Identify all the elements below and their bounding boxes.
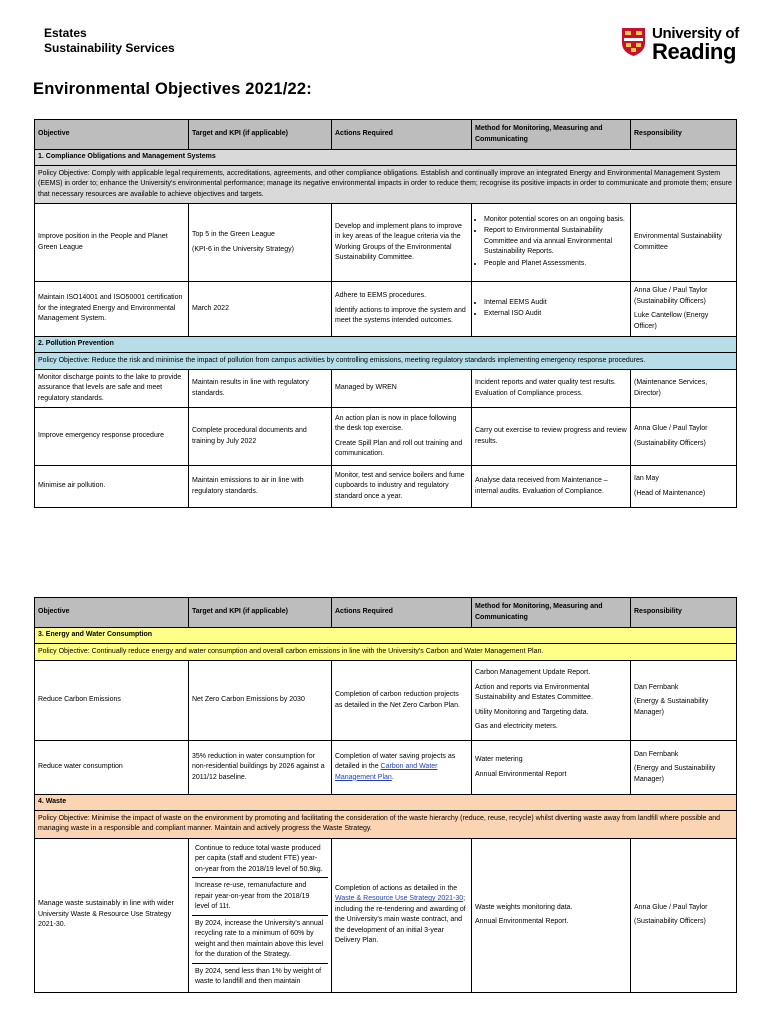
table-row — [35, 370, 737, 408]
actions-cell: Develop and implement plans to improve in key areas of the league criteria via the Working Groups of the Environmental Sustainability Committee. — [332, 204, 472, 282]
target-subcell: Continue to reduce total waste produced per capita (staff and student FTE) year-on-year from the 2018/19 level of 50.9kg. — [192, 841, 328, 879]
section-heading-row — [35, 795, 737, 811]
header-responsibility: Responsibility — [631, 120, 737, 150]
table-row — [35, 838, 737, 992]
actions-cell — [332, 282, 472, 337]
table-row — [35, 741, 737, 795]
monitoring-text: Annual Environmental Report — [475, 770, 567, 778]
policy-objective: Policy Objective: Continually reduce energy and water consumption and overall carbon emissions in line with the University's Carbon and Water Management Plan. — [35, 643, 737, 661]
action-text-end: . — [391, 773, 394, 781]
action-text: Adhere to EEMS procedures. — [335, 292, 427, 300]
responsibility-text: Anna Glue / Paul Taylor — [634, 425, 708, 432]
responsibility-cell — [631, 741, 737, 795]
action-text: Completion of actions as detailed in the — [335, 884, 458, 892]
monitoring-cell — [472, 741, 631, 795]
table-row — [35, 408, 737, 466]
target-cell: Maintain emissions to air in line with regulatory standards. — [189, 466, 332, 508]
objectives-table-1 — [34, 119, 737, 508]
target-subcell: By 2024, increase the University's annual recycling rate to a minimum of 60% by weight and then maintain above this level for the duration of the Strategy. — [192, 916, 328, 964]
department-header — [44, 26, 175, 56]
action-text: Completion of water saving projects as detailed in the — [335, 752, 456, 771]
department-name: Estates — [44, 26, 87, 40]
monitoring-text: Utility Monitoring and Targeting data. — [475, 708, 589, 716]
unit-name: Sustainability Services — [44, 41, 175, 55]
monitoring-text: Annual Environmental Report. — [475, 918, 569, 925]
responsibility-text: (Sustainability Officers) — [634, 918, 706, 925]
actions-cell: Monitor, test and service boilers and fume cupboards to industry and regulatory standard once a year. — [332, 466, 472, 508]
responsibility-cell: (Maintenance Services, Director) — [631, 370, 737, 408]
header-target: Target and KPI (if applicable) — [189, 598, 332, 628]
responsibility-text: (Sustainability Officers) — [634, 439, 706, 447]
objectives-table-2 — [34, 597, 737, 993]
monitoring-text: Water metering — [475, 756, 523, 763]
target-cell: Maintain results in line with regulatory standards. — [189, 370, 332, 408]
carbon-water-plan-link[interactable]: Carbon and Water Management Plan — [335, 763, 438, 781]
list-item: • Internal EEMS Audit — [484, 298, 627, 309]
list-item: • People and Planet Assessments. — [484, 259, 627, 270]
monitoring-text: Waste weights monitoring data. — [475, 903, 573, 911]
header-monitoring: Method for Monitoring, Measuring and Communicating — [472, 598, 631, 628]
header-actions: Actions Required — [332, 120, 472, 150]
table-header-row — [35, 598, 737, 628]
policy-objective: Policy Objective: Minimise the impact of waste on the environment by promoting and facilitating the consideration of the waste hierarchy (reduce, reuse, recycle) whilst diverting waste away from landfill where possible and managing waste in a responsible and compliant manner. Maintain and actively progress the Waste Strategy. — [35, 810, 737, 838]
university-logo — [622, 26, 742, 64]
objective-cell: Reduce water consumption — [35, 741, 189, 795]
target-cell: 35% reduction in water consumption for non-residential buildings by 2026 against a 2011/12 baseline. — [189, 741, 332, 795]
actions-cell — [332, 838, 472, 992]
header-objective: Objective — [35, 120, 189, 150]
policy-objective-row — [35, 643, 737, 661]
target-subcell: Increase re-use, remanufacture and repair year-on-year from the 2018/19 level of 11t. — [192, 878, 328, 916]
table-row — [35, 661, 737, 741]
policy-objective: Policy Objective: Comply with applicable legal requirements, accreditations, agreements, and other compliance obligations. Establish and continually improve an integrated Energy and Environmental Management System (EEMS) in order to; enhance the University's environmental performance; manage its negative environmental impacts in order to reduce them; recognise its positive impacts in order to communicate and promote them; ensure that necessary resources are available to achieve objectives and targets. — [35, 165, 737, 204]
target-cell — [189, 204, 332, 282]
logo-text-line2: Reading — [652, 39, 736, 64]
header-target: Target and KPI (if applicable) — [189, 120, 332, 150]
monitoring-cell: Analyse data received from Maintenance – internal audits. Evaluation of Compliance. — [472, 466, 631, 508]
table-header-row — [35, 120, 737, 150]
section-heading: 1. Compliance Obligations and Management Systems — [35, 150, 737, 166]
header-objective: Objective — [35, 598, 189, 628]
waste-strategy-link[interactable]: Waste & Resource Use Strategy 2021-30 — [335, 895, 464, 902]
table-row — [35, 466, 737, 508]
policy-objective-row — [35, 810, 737, 838]
objective-cell: Maintain ISO14001 and ISO50001 certification for the integrated Energy and Environmental Management System. — [35, 282, 189, 337]
actions-cell: Managed by WREN — [332, 370, 472, 408]
target-cell: March 2022 — [189, 282, 332, 337]
crest-icon — [622, 28, 645, 56]
table-row — [35, 204, 737, 282]
action-text-end: ; including the re-tendering and awarding of the University's main waste contract, and the development of an initial 3-year Delivery Plan. — [335, 895, 466, 944]
target-cell — [189, 838, 332, 992]
policy-objective-row — [35, 165, 737, 204]
objective-cell: Improve position in the People and Planet Green League — [35, 204, 189, 282]
responsibility-cell — [631, 838, 737, 992]
action-text: An action plan is now in place following the desk top exercise. — [335, 414, 457, 432]
target-text: (KPI-6 in the University Strategy) — [192, 245, 294, 253]
objective-cell: Improve emergency response procedure — [35, 408, 189, 466]
actions-cell — [332, 408, 472, 466]
monitoring-cell — [472, 838, 631, 992]
monitoring-text: Carbon Management Update Report. — [475, 669, 591, 677]
target-subcell: By 2024, send less than 1% by weight of waste to landfill and then maintain — [195, 967, 322, 985]
list-item: • Monitor potential scores on an ongoing basis. — [484, 215, 627, 226]
responsibility-text: Dan Fernbank — [634, 750, 679, 758]
responsibility-cell: Environmental Sustainability Committee — [631, 204, 737, 282]
section-heading-row — [35, 628, 737, 644]
header-monitoring: Method for Monitoring, Measuring and Communicating — [472, 120, 631, 150]
target-text: Top 5 in the Green League — [192, 231, 275, 238]
list-item: • External ISO Audit — [484, 309, 627, 320]
monitoring-list — [475, 215, 627, 270]
monitoring-cell — [472, 661, 631, 741]
header-actions: Actions Required — [332, 598, 472, 628]
responsibility-text: (Energy & Sustainability Manager) — [634, 698, 709, 716]
section-heading: 3. Energy and Water Consumption — [35, 628, 737, 644]
target-cell: Complete procedural documents and training by July 2022 — [189, 408, 332, 466]
responsibility-text: Dan Fernbank — [634, 683, 679, 691]
responsibility-text: Ian May — [634, 475, 659, 482]
table-row — [35, 282, 737, 337]
responsibility-text: Anna Glue / Paul Taylor (Sustainability Officers) — [634, 287, 708, 305]
page-title: Environmental Objectives 2021/22: — [33, 80, 312, 98]
actions-cell — [332, 741, 472, 795]
monitoring-cell — [472, 282, 631, 337]
responsibility-text: Anna Glue / Paul Taylor — [634, 903, 708, 911]
responsibility-cell — [631, 466, 737, 508]
action-text: Create Spill Plan and roll out training and communication. — [335, 439, 463, 457]
objective-cell: Monitor discharge points to the lake to provide assurance that levels are safe and meet regulatory standards. — [35, 370, 189, 408]
responsibility-cell — [631, 408, 737, 466]
section-heading-row — [35, 150, 737, 166]
target-cell: Net Zero Carbon Emissions by 2030 — [189, 661, 332, 741]
section-heading: 2. Pollution Prevention — [35, 337, 737, 353]
monitoring-list — [475, 298, 627, 320]
policy-objective: Policy Objective: Reduce the risk and minimise the impact of pollution from campus activities by controlling emissions, meeting regulatory standards implementing emergency response procedures. — [35, 352, 737, 370]
responsibility-cell — [631, 661, 737, 741]
monitoring-cell: Incident reports and water quality test results. Evaluation of Compliance process. — [472, 370, 631, 408]
section-heading-row — [35, 337, 737, 353]
objective-cell: Minimise air pollution. — [35, 466, 189, 508]
header-responsibility: Responsibility — [631, 598, 737, 628]
action-text: Identify actions to improve the system and meet the systems intended outcomes. — [335, 306, 466, 325]
responsibility-text: (Energy and Sustainability Manager) — [634, 765, 716, 783]
monitoring-cell — [472, 204, 631, 282]
actions-cell: Completion of carbon reduction projects as detailed in the Net Zero Carbon Plan. — [332, 661, 472, 741]
monitoring-text: Gas and electricity meters. — [475, 723, 558, 731]
list-item: • Report to Environmental Sustainability Committee and via annual Environmental Sustainability Reports. — [484, 226, 627, 258]
monitoring-cell: Carry out exercise to review progress and review results. — [472, 408, 631, 466]
monitoring-text: Action and reports via Environmental Sustainability and Estates Committee. — [475, 683, 593, 702]
responsibility-cell — [631, 282, 737, 337]
logo-text-line1: University of — [652, 25, 739, 42]
section-heading: 4. Waste — [35, 795, 737, 811]
responsibility-text: Luke Cantellow (Energy Officer) — [634, 312, 709, 330]
responsibility-text: (Head of Maintenance) — [634, 489, 706, 497]
objective-cell: Reduce Carbon Emissions — [35, 661, 189, 741]
policy-objective-row — [35, 352, 737, 370]
objective-cell: Manage waste sustainably in line with wider University Waste & Resource Use Strategy 2021-30. — [35, 838, 189, 992]
